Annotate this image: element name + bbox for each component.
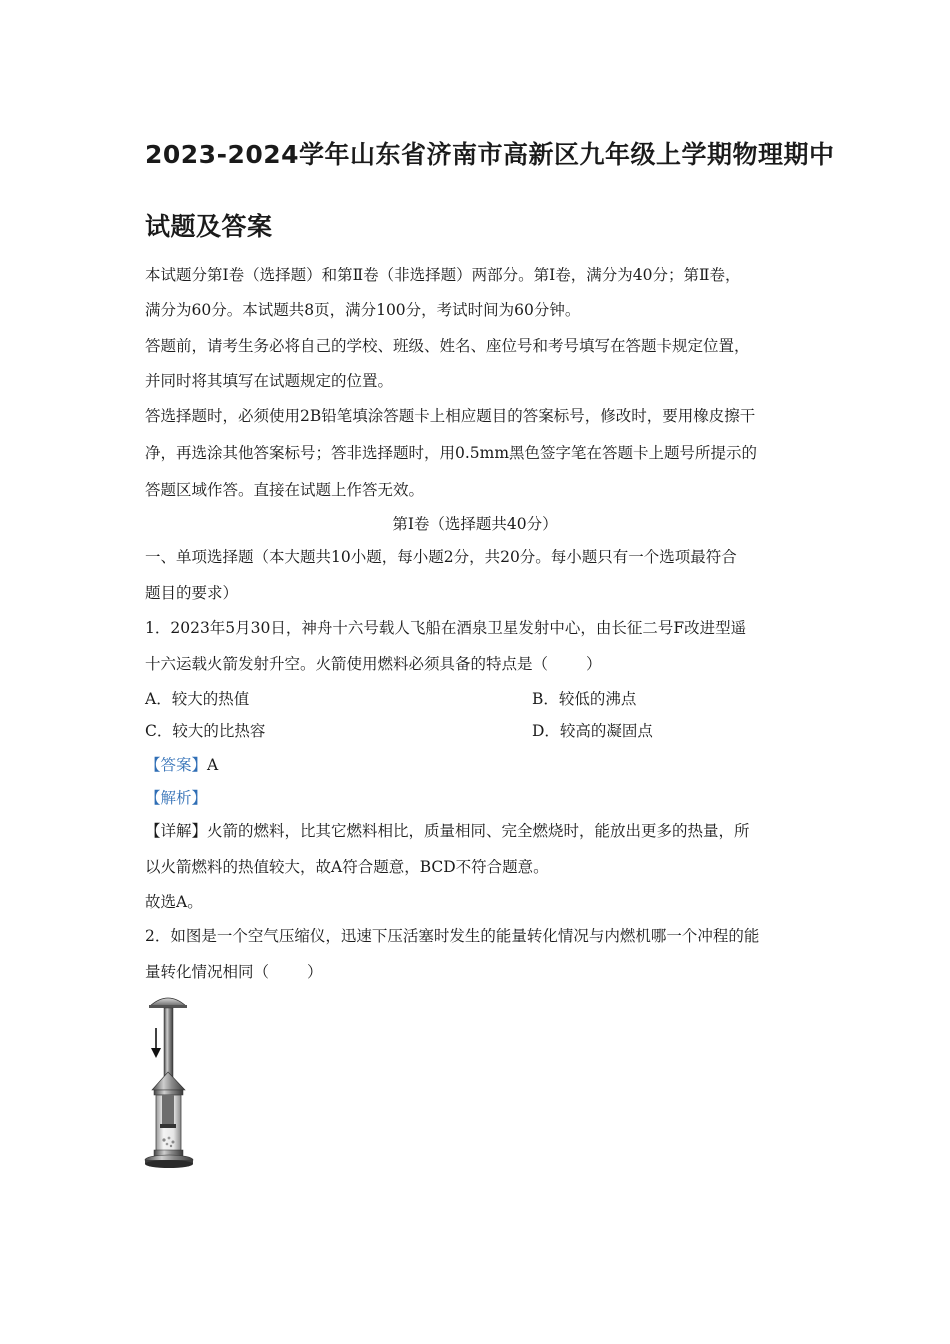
detail-line [145, 821, 750, 841]
section-instructions-line: 一、单项选择题（本大题共10小题，每小题2分，共20分。每小题只有一个选项最符合 [145, 548, 737, 566]
detail-line: 以火箭燃料的热值较大，故A符合题意，BCD不符合题意。 [145, 858, 549, 876]
intro-line: 并同时将其填写在试题规定的位置。 [145, 372, 394, 390]
intro-line: 答选择题时，必须使用2B铅笔填涂答题卡上相应题目的答案标号，修改时，要用橡皮擦干 [145, 407, 756, 425]
question-2-stem-line: 2．如图是一个空气压缩仪，迅速下压活塞时发生的能量转化情况与内燃机哪一个冲程的能 [145, 927, 760, 945]
question-1-stem-text: 十六运载火箭发射升空。火箭使用燃料必须具备的特点是（ [145, 655, 549, 673]
option-c: C．较大的比热容 [145, 722, 266, 740]
section-instructions-line: 题目的要求） [145, 584, 239, 602]
answer-value: A [207, 756, 219, 774]
option-b: B．较低的沸点 [532, 690, 637, 708]
document-title-line-2: 试题及答案 [145, 212, 273, 241]
option-d: D．较高的凝固点 [532, 722, 653, 740]
intro-line: 答题前，请考生务必将自己的学校、班级、姓名、座位号和考号填写在答题卡规定位置， [145, 337, 750, 355]
question-2-stem-text: 量转化情况相同（ [145, 963, 270, 981]
option-a: A．较大的热值 [145, 690, 250, 708]
answer-label: 【答案】 [145, 756, 208, 774]
handle-cap [150, 998, 186, 1006]
answer-line [145, 755, 218, 775]
intro-line: 满分为60分。本试题共8页，满分100分，考试时间为60分钟。 [145, 301, 581, 319]
air-compression-apparatus-illustration [140, 990, 200, 1172]
section-heading: 第Ⅰ卷（选择题共40分） [392, 515, 558, 533]
question-2-close-paren: ） [307, 963, 323, 981]
piston-rod [164, 1008, 173, 1078]
document-title-line-1: 2023-2024学年山东省济南市高新区九年级上学期物理期中 [145, 140, 835, 169]
detail-label: 【详解】 [145, 822, 208, 840]
question-1-stem-line [145, 654, 602, 674]
analysis-label: 【解析】 [145, 789, 208, 807]
intro-line: 答题区域作答。直接在试题上作答无效。 [145, 481, 425, 499]
detail-text: 火箭的燃料，比其它燃料相比，质量相同、完全燃烧时，能放出更多的热量，所 [207, 822, 750, 840]
intro-line: 净，再选涂其他答案标号；答非选择题时，用0.5mm黑色签字笔在答题卡上题号所提示的 [145, 444, 758, 462]
conclusion-line: 故选A。 [145, 893, 203, 911]
question-1-stem-line: 1．2023年5月30日，神舟十六号载人飞船在酒泉卫星发射中心，由长征二号F改进型遥 [145, 619, 747, 637]
question-1-close-paren: ） [586, 655, 602, 673]
intro-line: 本试题分第Ⅰ卷（选择题）和第Ⅱ卷（非选择题）两部分。第Ⅰ卷，满分为40分；第Ⅱ卷， [145, 266, 741, 284]
question-2-stem-line [145, 962, 323, 982]
cylinder-collar [152, 1072, 185, 1090]
